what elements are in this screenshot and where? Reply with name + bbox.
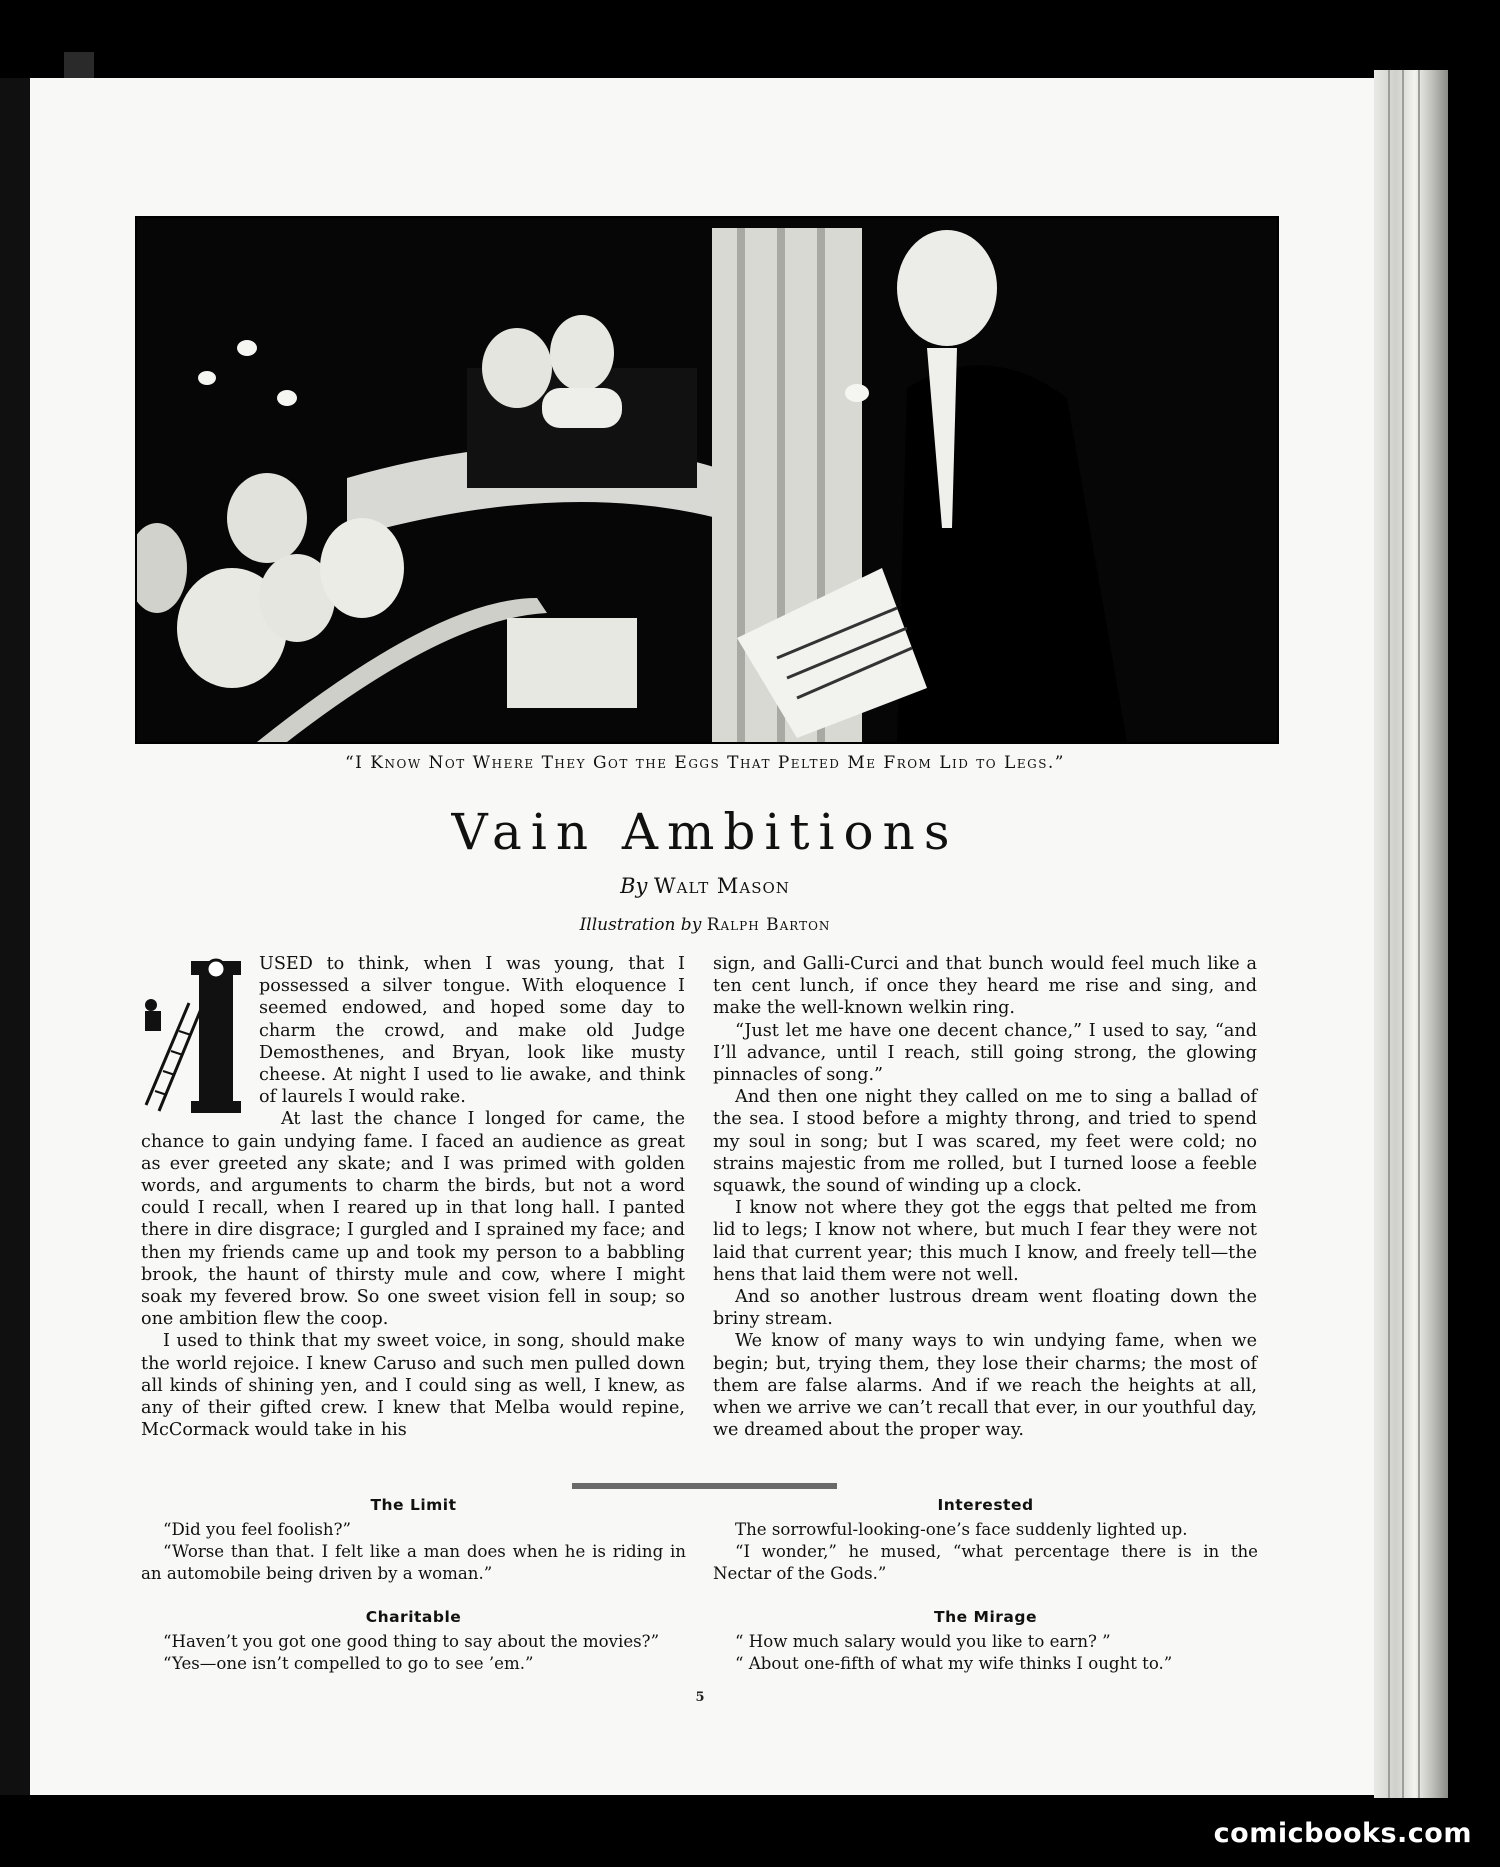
joke-title: The Mirage — [934, 1608, 1037, 1626]
paragraph: I know not where they got the eggs that pelted me from lid to legs; I know not where, but much I fear they were not laid that current year; this much I know, and freely tell—the hens that laid them were not well. — [713, 1198, 1257, 1285]
joke-the-mirage — [713, 1606, 1258, 1675]
spine-mark — [64, 52, 94, 78]
paragraph: And then one night they called on me to sing a ballad of the sea. I stood before a mighty throng, and tried to spend my soul in song; but I was scared, my feet were cold; no strains majestic from me rolled, but I turned loose a feeble squawk, the sound of winding up a clock. — [713, 1087, 1257, 1197]
article-title: Vain Ambitions — [451, 803, 959, 861]
paragraph: sign, and Galli-Curci and that bunch would feel much like a ten cent lunch, if once they heard me rise and sing, and make the well-known welkin ring. — [713, 954, 1257, 1019]
page-edge-line — [1402, 70, 1404, 1798]
joke-interested — [713, 1494, 1258, 1585]
joke-line: “I wonder,” he mused, “what percentage there is in the Nectar of the Gods.” — [713, 1542, 1258, 1583]
paragraph: We know of many ways to win undying fame, when we begin; but, trying them, they lose their charms; the most of them are false alarms. And if we reach the heights at all, when we arrive we can’t recall that ever, in our youthful day, we dreamed about the proper way. — [713, 1331, 1257, 1441]
paragraph: And so another lustrous dream went floating down the briny stream. — [713, 1287, 1257, 1330]
article-column-right — [713, 953, 1257, 1441]
author-name: Walt Mason — [654, 874, 790, 898]
left-page-edge — [0, 78, 30, 1795]
paragraph: USED to think, when I was young, that I possessed a silver tongue. With eloquence I seemed endowed, and hoped some day to charm the crowd, and make old Judge Demosthenes, and Bryan, look like musty cheese. At night I used to lie awake, and think of laurels I would rake. — [259, 954, 685, 1108]
illustrator-name: Ralph Barton — [706, 915, 831, 935]
paragraph: I used to think that my sweet voice, in song, should make the world rejoice. I knew Caruso and such men pulled down all kinds of shining yen, and I could sing as well, I knew, as any of their gifted crew. I knew that Melba would repine, McCormack would take in his — [141, 1331, 685, 1441]
joke-line: “ About one-fifth of what my wife thinks I ought to.” — [735, 1654, 1173, 1673]
watermark: comicbooks.com — [1213, 1818, 1472, 1849]
illustration-caption: “I Know Not Where They Got the Eggs That Pelted Me From Lid to Legs.” — [344, 753, 1066, 773]
book-page-edges — [1374, 70, 1448, 1798]
joke-line: “Haven’t you got one good thing to say about the movies?” — [163, 1632, 660, 1651]
section-divider — [572, 1483, 837, 1489]
joke-line: The sorrowful-looking-one’s face suddenly lighted up. — [735, 1520, 1188, 1539]
joke-title: The Limit — [370, 1496, 457, 1514]
page-edge-line — [1388, 70, 1390, 1798]
byline — [400, 874, 1010, 898]
joke-line: “Did you feel foolish?” — [163, 1520, 352, 1539]
joke-title: Interested — [937, 1496, 1034, 1514]
joke-line: “Yes—one isn’t compelled to go to see ’em.” — [163, 1654, 534, 1673]
opera-illustration — [135, 216, 1279, 744]
joke-title: Charitable — [365, 1608, 462, 1626]
joke-charitable — [141, 1606, 686, 1675]
joke-the-limit — [141, 1494, 686, 1585]
joke-line: “Worse than that. I felt like a man does when he is riding in an automobile being driven by a woman.” — [141, 1542, 686, 1583]
joke-line: “ How much salary would you like to earn? ” — [735, 1632, 1111, 1651]
illustration-credit-label: Illustration by — [579, 915, 702, 935]
illustration-credit — [400, 915, 1010, 935]
byline-by: By — [620, 874, 648, 898]
paragraph: At last the chance I longed for came, the chance to gain undying fame. I faced an audience as great as ever greeted any skate; and I was primed with golden words, and arguments to charm the birds, but not a word could I recall, when I reared up in that long hall. I panted there in dire disgrace; I gurgled and I sprained my face; and then my friends came up and took my person to a babbling brook, the haunt of thirsty mule and cow, where I might soak my fevered brow. So one sweet vision fell in soup; so one ambition flew the coop. — [141, 1109, 685, 1330]
page-number: 5 — [695, 1690, 705, 1705]
paragraph: “Just let me have one decent chance,” I used to say, “and I’ll advance, until I reach, still going strong, the glowing pinnacles of song.” — [713, 1020, 1257, 1086]
page-edge-line — [1418, 70, 1420, 1798]
drop-cap-i-illustration — [141, 953, 253, 1113]
article-column-left — [141, 953, 685, 1441]
